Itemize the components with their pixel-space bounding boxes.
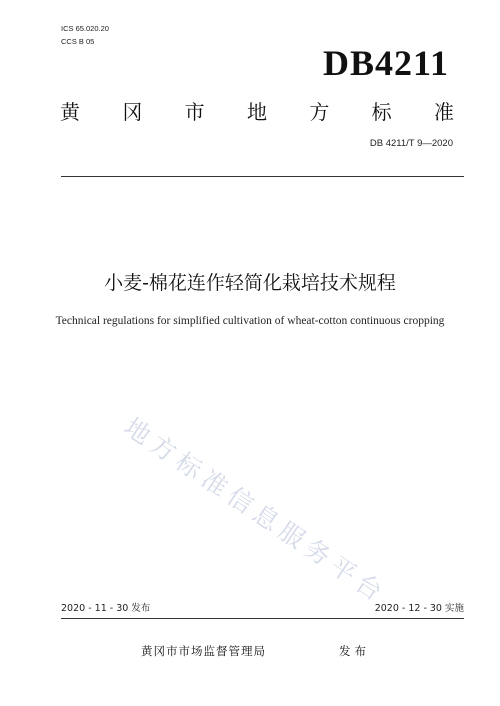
standard-mark: DB4211: [322, 43, 449, 83]
issuer-char: 黄: [60, 100, 80, 124]
issuer-char: 冈: [122, 100, 143, 124]
issuer-char: 准: [433, 100, 454, 124]
standard-number: DB 4211/T 9—2020: [369, 138, 453, 149]
issuer-char: 方: [309, 100, 330, 124]
ccs-code: CCS B 05: [61, 37, 95, 46]
top-divider: [61, 176, 464, 177]
issuer-char: 市: [184, 100, 205, 124]
issuer-char: 地: [246, 100, 267, 124]
issuer-header: [60, 96, 454, 125]
publish-label: 发布: [339, 644, 370, 658]
issue-date: 2020 - 11 - 30 发布: [61, 603, 151, 614]
publisher-name: 黄冈市市场监督管理局: [141, 644, 266, 658]
classification-codes: [61, 22, 109, 48]
ics-code: ICS 65.020.20: [61, 24, 109, 33]
issuer-char: 标: [371, 100, 392, 124]
title-english: Technical regulations for simplified cultivation of wheat-cotton continuous cropping: [55, 315, 445, 327]
watermark: 地方标准信息服务平台: [118, 412, 393, 610]
bottom-divider: [61, 618, 464, 619]
title-chinese: 小麦-棉花连作轻简化栽培技术规程: [104, 272, 396, 294]
implementation-date: 2020 - 12 - 30 实施: [374, 603, 464, 614]
